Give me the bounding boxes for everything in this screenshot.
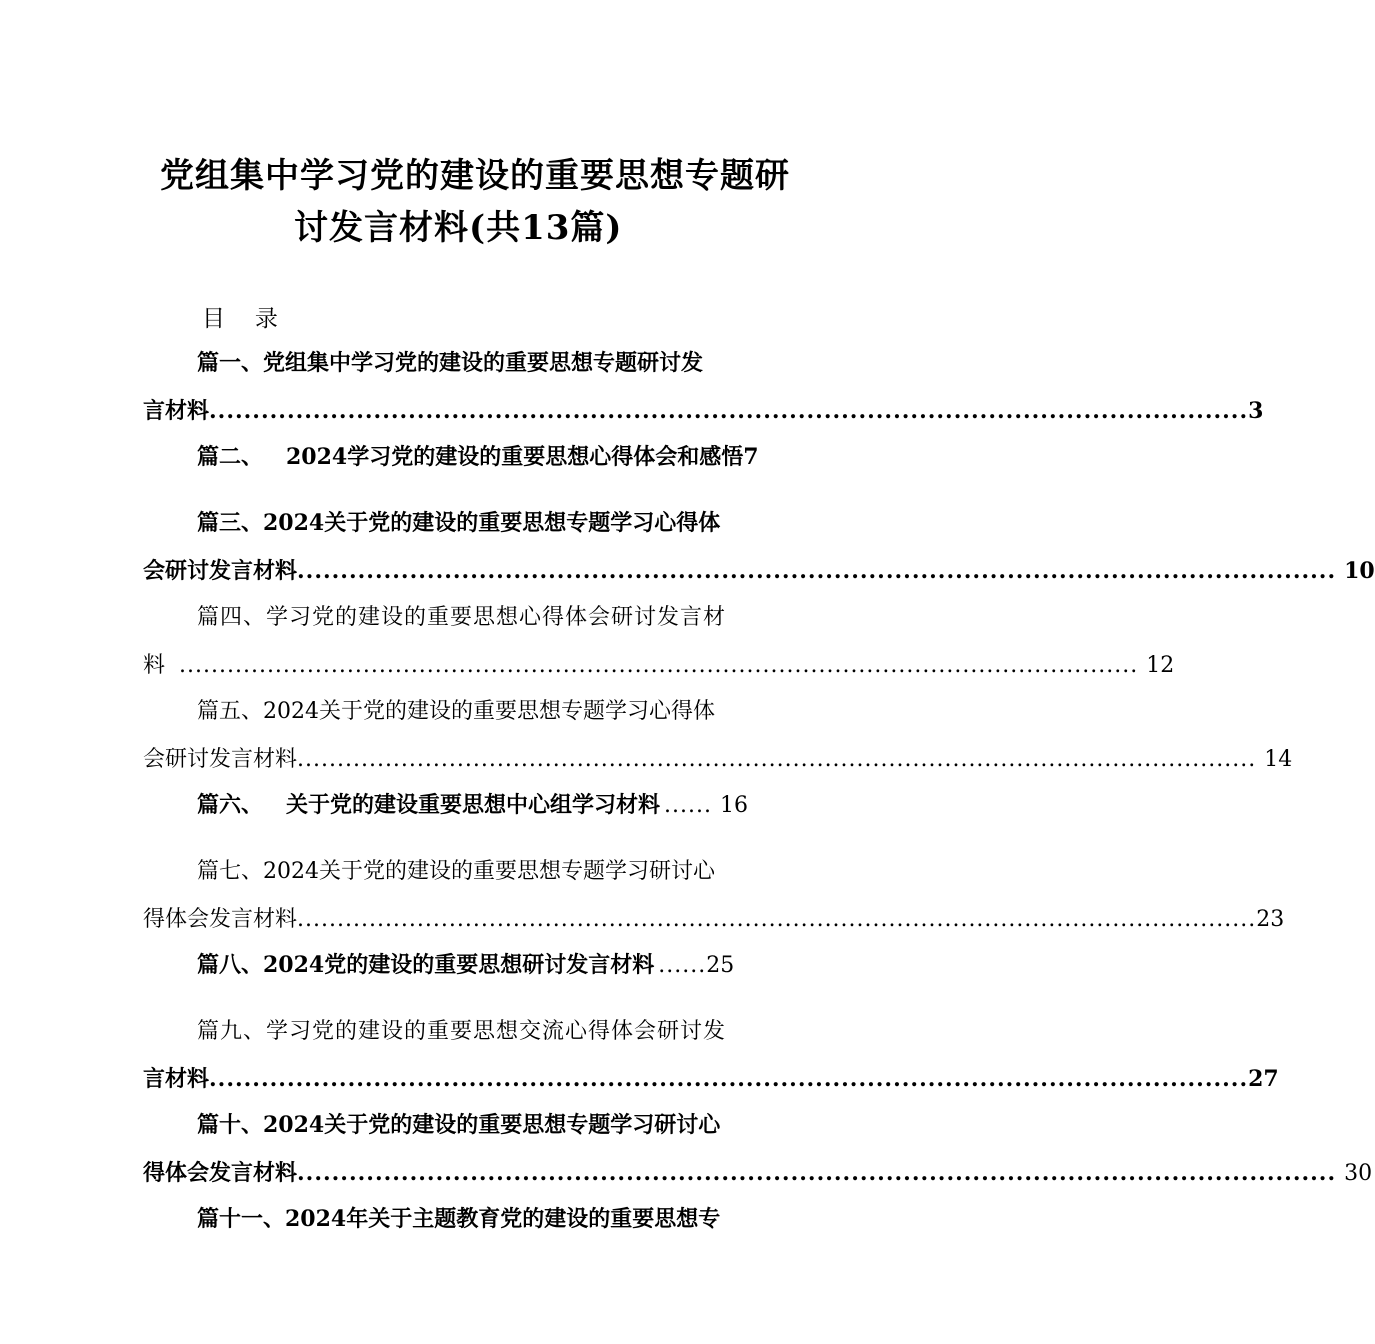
toc-entry-8-line-1[interactable] (197, 948, 734, 979)
toc-entry-7-line-2[interactable] (143, 902, 1285, 933)
toc-entry-10-page: 30 (1344, 1161, 1373, 1186)
toc-entry-11-line-1[interactable]: 篇十一、2024年关于主题教育党的建设的重要思想专 (197, 1206, 721, 1232)
toc-entry-7-line-1[interactable]: 篇七、2024关于党的建设的重要思想专题学习研讨心 (197, 859, 715, 884)
toc-leader-dots: ...... (658, 953, 707, 978)
toc-entry-4-text: 料 (143, 653, 166, 678)
toc-entry-9-line-2[interactable] (143, 1062, 1279, 1093)
toc-entry-10-text: 得体会发言材料 (143, 1160, 298, 1186)
toc-entry-10-line-2[interactable] (143, 1156, 1373, 1187)
toc-entry-9-line-1[interactable]: 篇九、学习党的建设的重要思想交流心得体会研讨发 (197, 1019, 727, 1044)
toc-entry-5-line-1[interactable]: 篇五、2024关于党的建设的重要思想专题学习心得体 (197, 699, 715, 724)
toc-entry-6-line-1[interactable] (197, 788, 748, 819)
toc-leader-dots: ........................................................................................................................ (209, 1066, 1249, 1092)
toc-entry-5-line-2[interactable] (143, 742, 1293, 773)
toc-entry-8-text: 篇八、2024党的建设的重要思想研讨发言材料 (197, 952, 655, 978)
toc-leader-dots: ........................................................................................................................ (297, 907, 1257, 932)
toc-leader-dots: ........................................................................................................................ (179, 653, 1139, 678)
toc-entry-1-line-2[interactable] (143, 394, 1264, 425)
toc-entry-4-line-2[interactable] (143, 648, 1175, 679)
toc-entry-6-page: 16 (719, 793, 748, 818)
toc-entry-6-text: 篇六、 关于党的建设重要思想中心组学习材料 (197, 792, 660, 818)
toc-entry-3-line-2[interactable] (143, 554, 1375, 585)
document-title-line-1: 党组集中学习党的建设的重要思想专题研 (160, 156, 790, 196)
toc-entry-2-line-1[interactable]: 篇二、 2024学习党的建设的重要思想心得体会和感悟7 (197, 444, 759, 470)
toc-leader-dots: ...... (663, 793, 712, 818)
toc-leader-dots: ........................................................................................................................ (209, 398, 1249, 424)
toc-entry-5-page: 14 (1264, 747, 1293, 772)
toc-leader-dots: ........................................................................................................................ (297, 1160, 1337, 1186)
toc-entry-7-page: 23 (1256, 907, 1285, 932)
toc-entry-3-text: 会研讨发言材料 (143, 558, 298, 584)
toc-entry-1-line-1[interactable]: 篇一、党组集中学习党的建设的重要思想专题研讨发 (197, 350, 704, 376)
toc-entry-3-page: 10 (1344, 558, 1375, 584)
toc-entry-9-page: 27 (1248, 1066, 1279, 1092)
toc-entry-5-text: 会研讨发言材料 (143, 747, 298, 772)
toc-entry-4-line-1[interactable]: 篇四、学习党的建设的重要思想心得体会研讨发言材 (197, 605, 727, 630)
document-title-line-2: 讨发言材料(共13篇) (294, 208, 623, 248)
toc-leader-dots: ........................................................................................................................ (297, 747, 1257, 772)
toc-heading: 目 录 (202, 306, 280, 332)
toc-entry-10-line-1[interactable]: 篇十、2024关于党的建设的重要思想专题学习研讨心 (197, 1112, 721, 1138)
toc-entry-1-text: 言材料 (143, 398, 210, 424)
toc-entry-8-page: 25 (706, 953, 735, 978)
toc-entry-9-text: 言材料 (143, 1066, 210, 1092)
toc-entry-3-line-1[interactable]: 篇三、2024关于党的建设的重要思想专题学习心得体 (197, 510, 721, 536)
toc-entry-7-text: 得体会发言材料 (143, 907, 298, 932)
toc-entry-1-page: 3 (1248, 398, 1264, 424)
toc-entry-4-page: 12 (1146, 653, 1175, 678)
toc-leader-dots: ........................................................................................................................ (297, 558, 1337, 584)
